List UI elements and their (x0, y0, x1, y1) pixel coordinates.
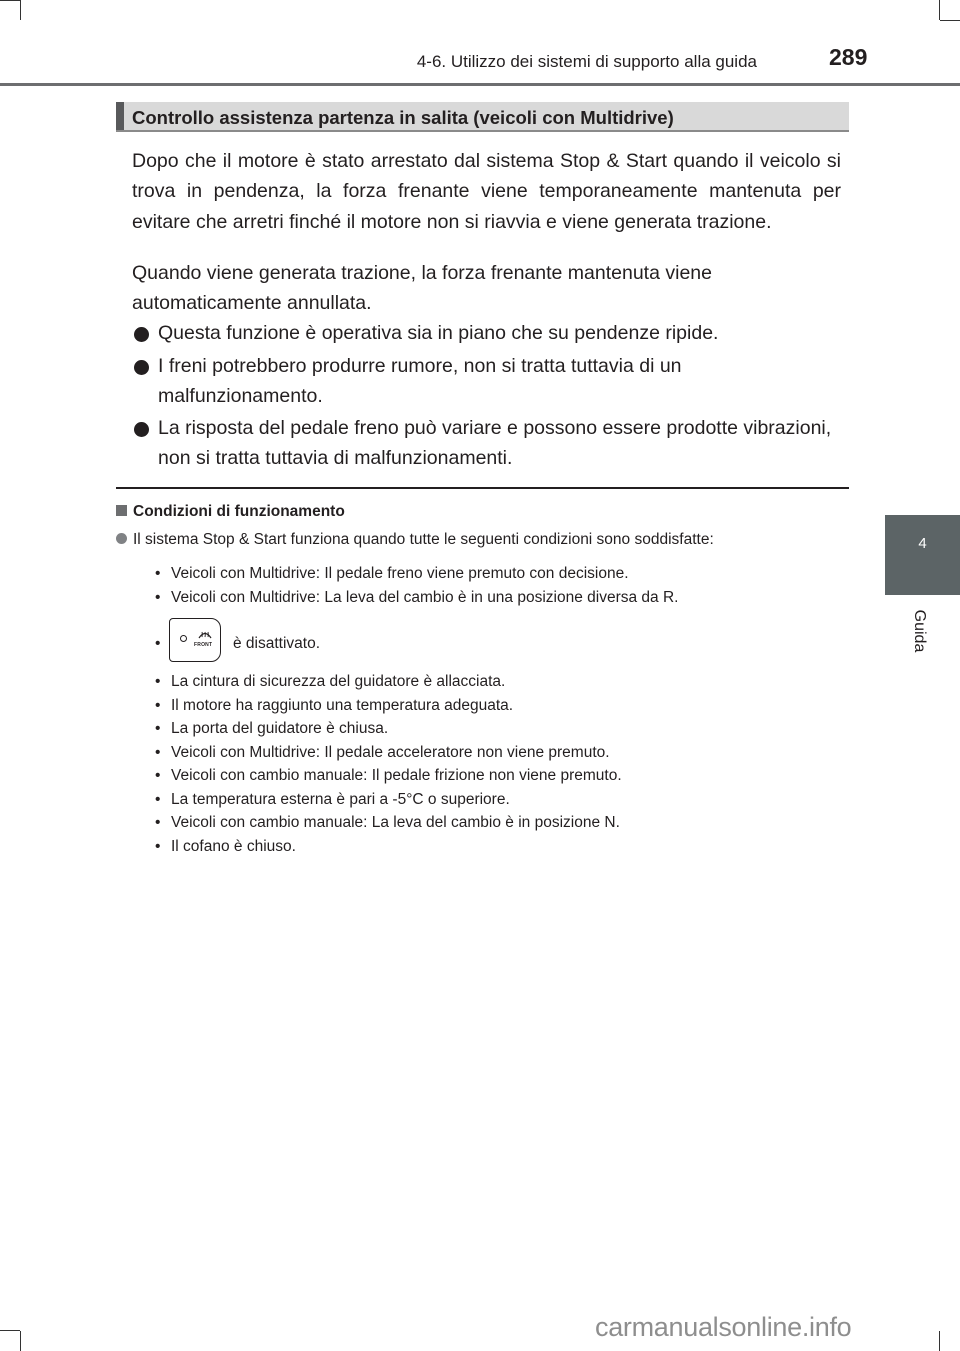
crop-mark (20, 0, 21, 20)
page-number: 289 (829, 44, 868, 70)
circle-bullet-icon (116, 533, 127, 544)
crop-mark (0, 1330, 20, 1331)
square-bullet-icon (116, 505, 127, 516)
conditions-note (116, 531, 714, 549)
section-title: Controllo assistenza partenza in salita (veicoli con Multidrive) (132, 107, 674, 128)
crop-mark (20, 1331, 21, 1351)
crop-mark (940, 20, 960, 21)
list-item: • Veicoli con cambio manuale: La leva del cambio è in posizione N. (155, 811, 622, 835)
button-icon-text: FRONT (194, 642, 213, 648)
paragraph: Dopo che il motore è stato arrestato dal sistema Stop & Start quando il veicolo si trova in pendenza, la forza frenante viene temporaneamente mantenuta per evitare che arretri finché il motore non si riavvia e viene generata trazione. (132, 150, 841, 233)
crop-mark (0, 0, 20, 1)
watermark: carmanualsonline.info (595, 1312, 852, 1342)
conditions-heading-text: Condizioni di funzionamento (133, 503, 345, 520)
chapter-tab (885, 515, 960, 595)
chapter-tab-label: Guida (911, 609, 928, 653)
chapter-header: 4-6. Utilizzo dei sistemi di supporto alla guida (416, 52, 757, 71)
conditions-list (155, 670, 622, 858)
list-item: • Veicoli con cambio manuale: Il pedale frizione non viene premuto. (155, 764, 622, 788)
bullet-dot-icon (134, 422, 149, 437)
bullet-item (132, 318, 841, 348)
list-item: • Il cofano è chiuso. (155, 835, 622, 859)
button-condition-text: è disattivato. (233, 635, 321, 652)
paragraph: Quando viene generata trazione, la forza frenante mantenuta viene automaticamente annullata. (132, 262, 712, 315)
bullet-dot-icon (134, 360, 149, 375)
section-title-accent (116, 102, 124, 130)
bullet-item (132, 413, 841, 474)
indicator-ring-icon (180, 635, 187, 642)
conditions-note-text: Il sistema Stop & Start funziona quando tutte le seguenti condizioni sono soddisfatte: (133, 531, 714, 548)
list-item: • Veicoli con Multidrive: La leva del cambio è in una posizione diversa da R. (155, 586, 678, 610)
bullet-text: I freni potrebbero produrre rumore, non si tratta tuttavia di un malfunzionamento. (158, 355, 682, 408)
list-item: • Veicoli con Multidrive: Il pedale acceleratore non viene premuto. (155, 741, 622, 765)
list-item: • La temperatura esterna è pari a -5°C o superiore. (155, 788, 622, 812)
list-item: • La cintura di sicurezza del guidatore è allacciata. (155, 670, 622, 694)
header-rule (0, 83, 960, 86)
conditions-list (155, 562, 678, 609)
list-bullet: • (155, 635, 161, 652)
section-title-bar (116, 102, 849, 132)
chapter-tab-number: 4 (918, 535, 927, 552)
chapter-tab-label-wrap (909, 606, 929, 656)
conditions-heading (116, 503, 345, 521)
bullet-dot-icon (134, 327, 149, 342)
bullet-text: Questa funzione è operativa sia in piano che su pendenze ripide. (158, 322, 719, 344)
front-defroster-button-icon (169, 618, 221, 662)
crop-mark (939, 1331, 940, 1351)
defroster-waves-icon (198, 629, 212, 639)
list-item: • La porta del guidatore è chiusa. (155, 717, 622, 741)
crop-mark (939, 0, 940, 20)
divider (116, 487, 849, 489)
list-item: • Il motore ha raggiunto una temperatura adeguata. (155, 694, 622, 718)
list-item: • Veicoli con Multidrive: Il pedale freno viene premuto con decisione. (155, 562, 678, 586)
bullet-item (132, 351, 841, 412)
bullet-text: La risposta del pedale freno può variare e possono essere prodotte vibrazioni, non si tratta tuttavia di malfunzionamenti. (158, 417, 832, 470)
